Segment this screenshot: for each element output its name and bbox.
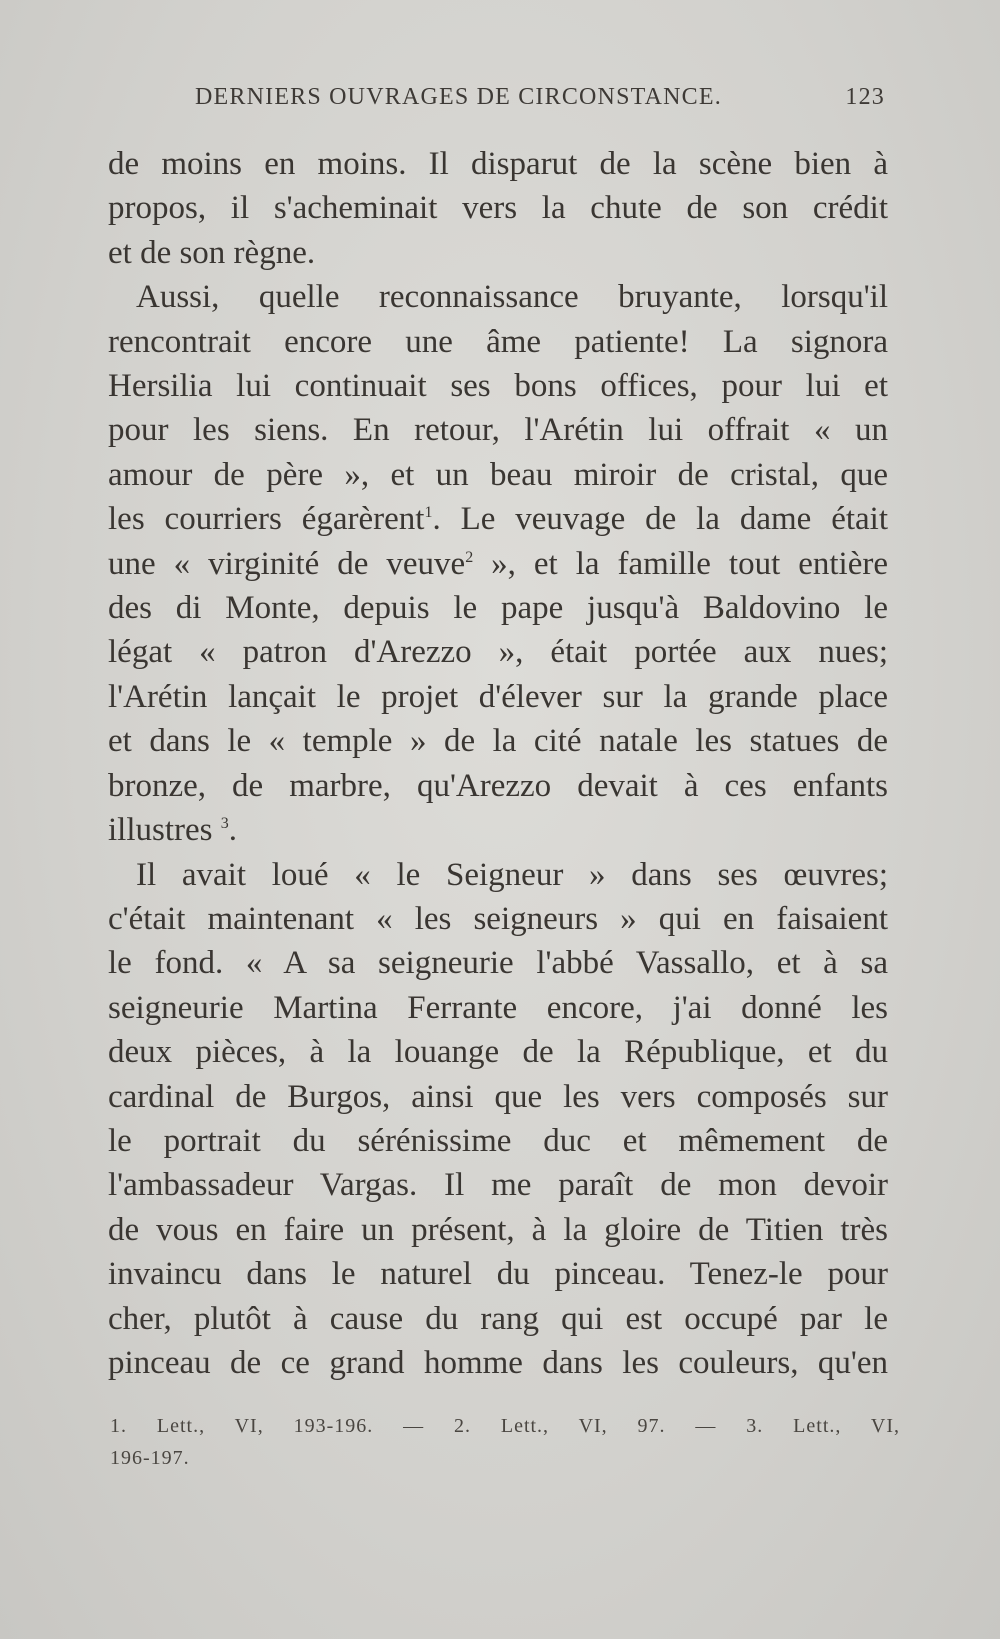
text-line: des di Monte, depuis le pape jusqu'à Baldovino le (108, 590, 888, 627)
text-fragment: . Le veuvage de la dame était (432, 501, 888, 538)
text-line: rencontrait encore une âme patiente! La signora (108, 323, 888, 360)
footnotes (110, 1410, 900, 1474)
text-line: seigneurie Martina Ferrante encore, j'ai donné les (108, 989, 888, 1026)
text-fragment: une « virginité de veuve (108, 545, 466, 582)
text-line: et de son règne. (108, 234, 316, 271)
text-line: de vous en faire un présent, à la gloire de Titien très (108, 1211, 888, 1248)
running-head: DERNIERS OUVRAGES DE CIRCONSTANCE. (195, 84, 722, 110)
footnote-ref-1: 1 (424, 504, 433, 522)
text-line: bronze, de marbre, qu'Arezzo devait à ces enfants (108, 767, 888, 804)
body-text (108, 142, 888, 1385)
text-line: amour de père », et un beau miroir de cristal, que (108, 456, 888, 493)
text-line-with-note (108, 542, 888, 586)
footnote-ref-3: 3 (220, 815, 229, 833)
page-number: 123 (845, 84, 885, 110)
text-line-with-note (108, 497, 888, 541)
footnote-line: 1. Lett., VI, 193-196. — 2. Lett., VI, 97. — 3. Lett., VI, (110, 1415, 900, 1437)
text-line: de moins en moins. Il disparut de la scène bien à (108, 146, 888, 182)
text-line: légat « patron d'Arezzo », était portée aux nues; (108, 634, 888, 671)
text-line: Il avait loué « le Seigneur » dans ses œuvres; (136, 856, 888, 893)
text-line: cardinal de Burgos, ainsi que les vers composés sur (108, 1078, 888, 1115)
text-line: pour les siens. En retour, l'Arétin lui offrait « un (108, 412, 888, 449)
page-header (195, 84, 885, 111)
text-line-with-note (108, 808, 888, 852)
text-line: Aussi, quelle reconnaissance bruyante, lorsqu'il (136, 279, 888, 316)
text-line: le portrait du sérénissime duc et mêmement de (108, 1122, 888, 1159)
text-fragment: les courriers égarèrent (108, 501, 425, 538)
footnote-line: 196-197. (110, 1447, 190, 1469)
footnote-ref-2: 2 (465, 548, 474, 566)
text-line: c'était maintenant « les seigneurs » qui en faisaient (108, 900, 888, 937)
text-line: pinceau de ce grand homme dans les couleurs, qu'en (108, 1344, 888, 1381)
text-line: l'ambassadeur Vargas. Il me paraît de mon devoir (108, 1167, 888, 1204)
text-fragment: illustres (108, 812, 213, 849)
text-fragment: . (228, 812, 237, 849)
text-line: et dans le « temple » de la cité natale les statues de (108, 723, 888, 760)
text-line: l'Arétin lançait le projet d'élever sur la grande place (108, 678, 888, 715)
text-line: propos, il s'acheminait vers la chute de son crédit (108, 190, 888, 227)
text-line: deux pièces, à la louange de la République, et du (108, 1034, 888, 1071)
text-fragment: », et la famille tout entière (473, 545, 888, 582)
text-line: le fond. « A sa seigneurie l'abbé Vassallo, et à sa (108, 945, 888, 982)
text-line: cher, plutôt à cause du rang qui est occupé par le (108, 1300, 888, 1337)
text-line: invaincu dans le naturel du pinceau. Tenez-le pour (108, 1256, 888, 1293)
text-line: Hersilia lui continuait ses bons offices, pour lui et (108, 368, 888, 405)
